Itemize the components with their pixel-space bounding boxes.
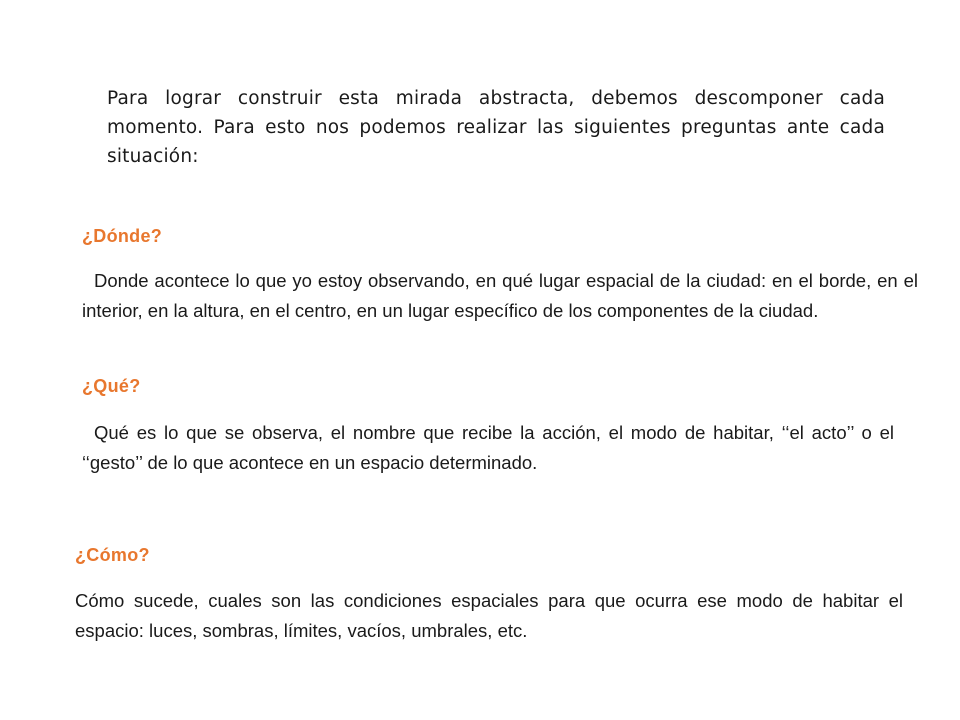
paragraph-como: Cómo sucede, cuales son las condiciones espaciales para que ocurra ese modo de habitar el espacio: luces, sombras, límites, vacíos, umbrales, etc.: [75, 590, 903, 641]
intro-paragraph: Para lograr construir esta mirada abstracta, debemos descomponer cada momento. Para esto nos podemos realizar las siguientes preguntas ante cada situación:: [107, 88, 885, 167]
paragraph-donde: Donde acontece lo que yo estoy observando, en qué lugar espacial de la ciudad: en el borde, en el interior, en la altura, en el centro, en un lugar específico de los componentes de la ciudad.: [82, 270, 918, 321]
heading-donde: ¿Dónde?: [82, 226, 163, 246]
heading-que: ¿Qué?: [82, 376, 141, 396]
paragraph-que: Qué es lo que se observa, el nombre que recibe la acción, el modo de habitar, ‘‘el acto’’ o el ‘‘gesto’’ de lo que acontece en un espacio determinado.: [82, 422, 894, 473]
heading-como: ¿Cómo?: [75, 545, 150, 565]
